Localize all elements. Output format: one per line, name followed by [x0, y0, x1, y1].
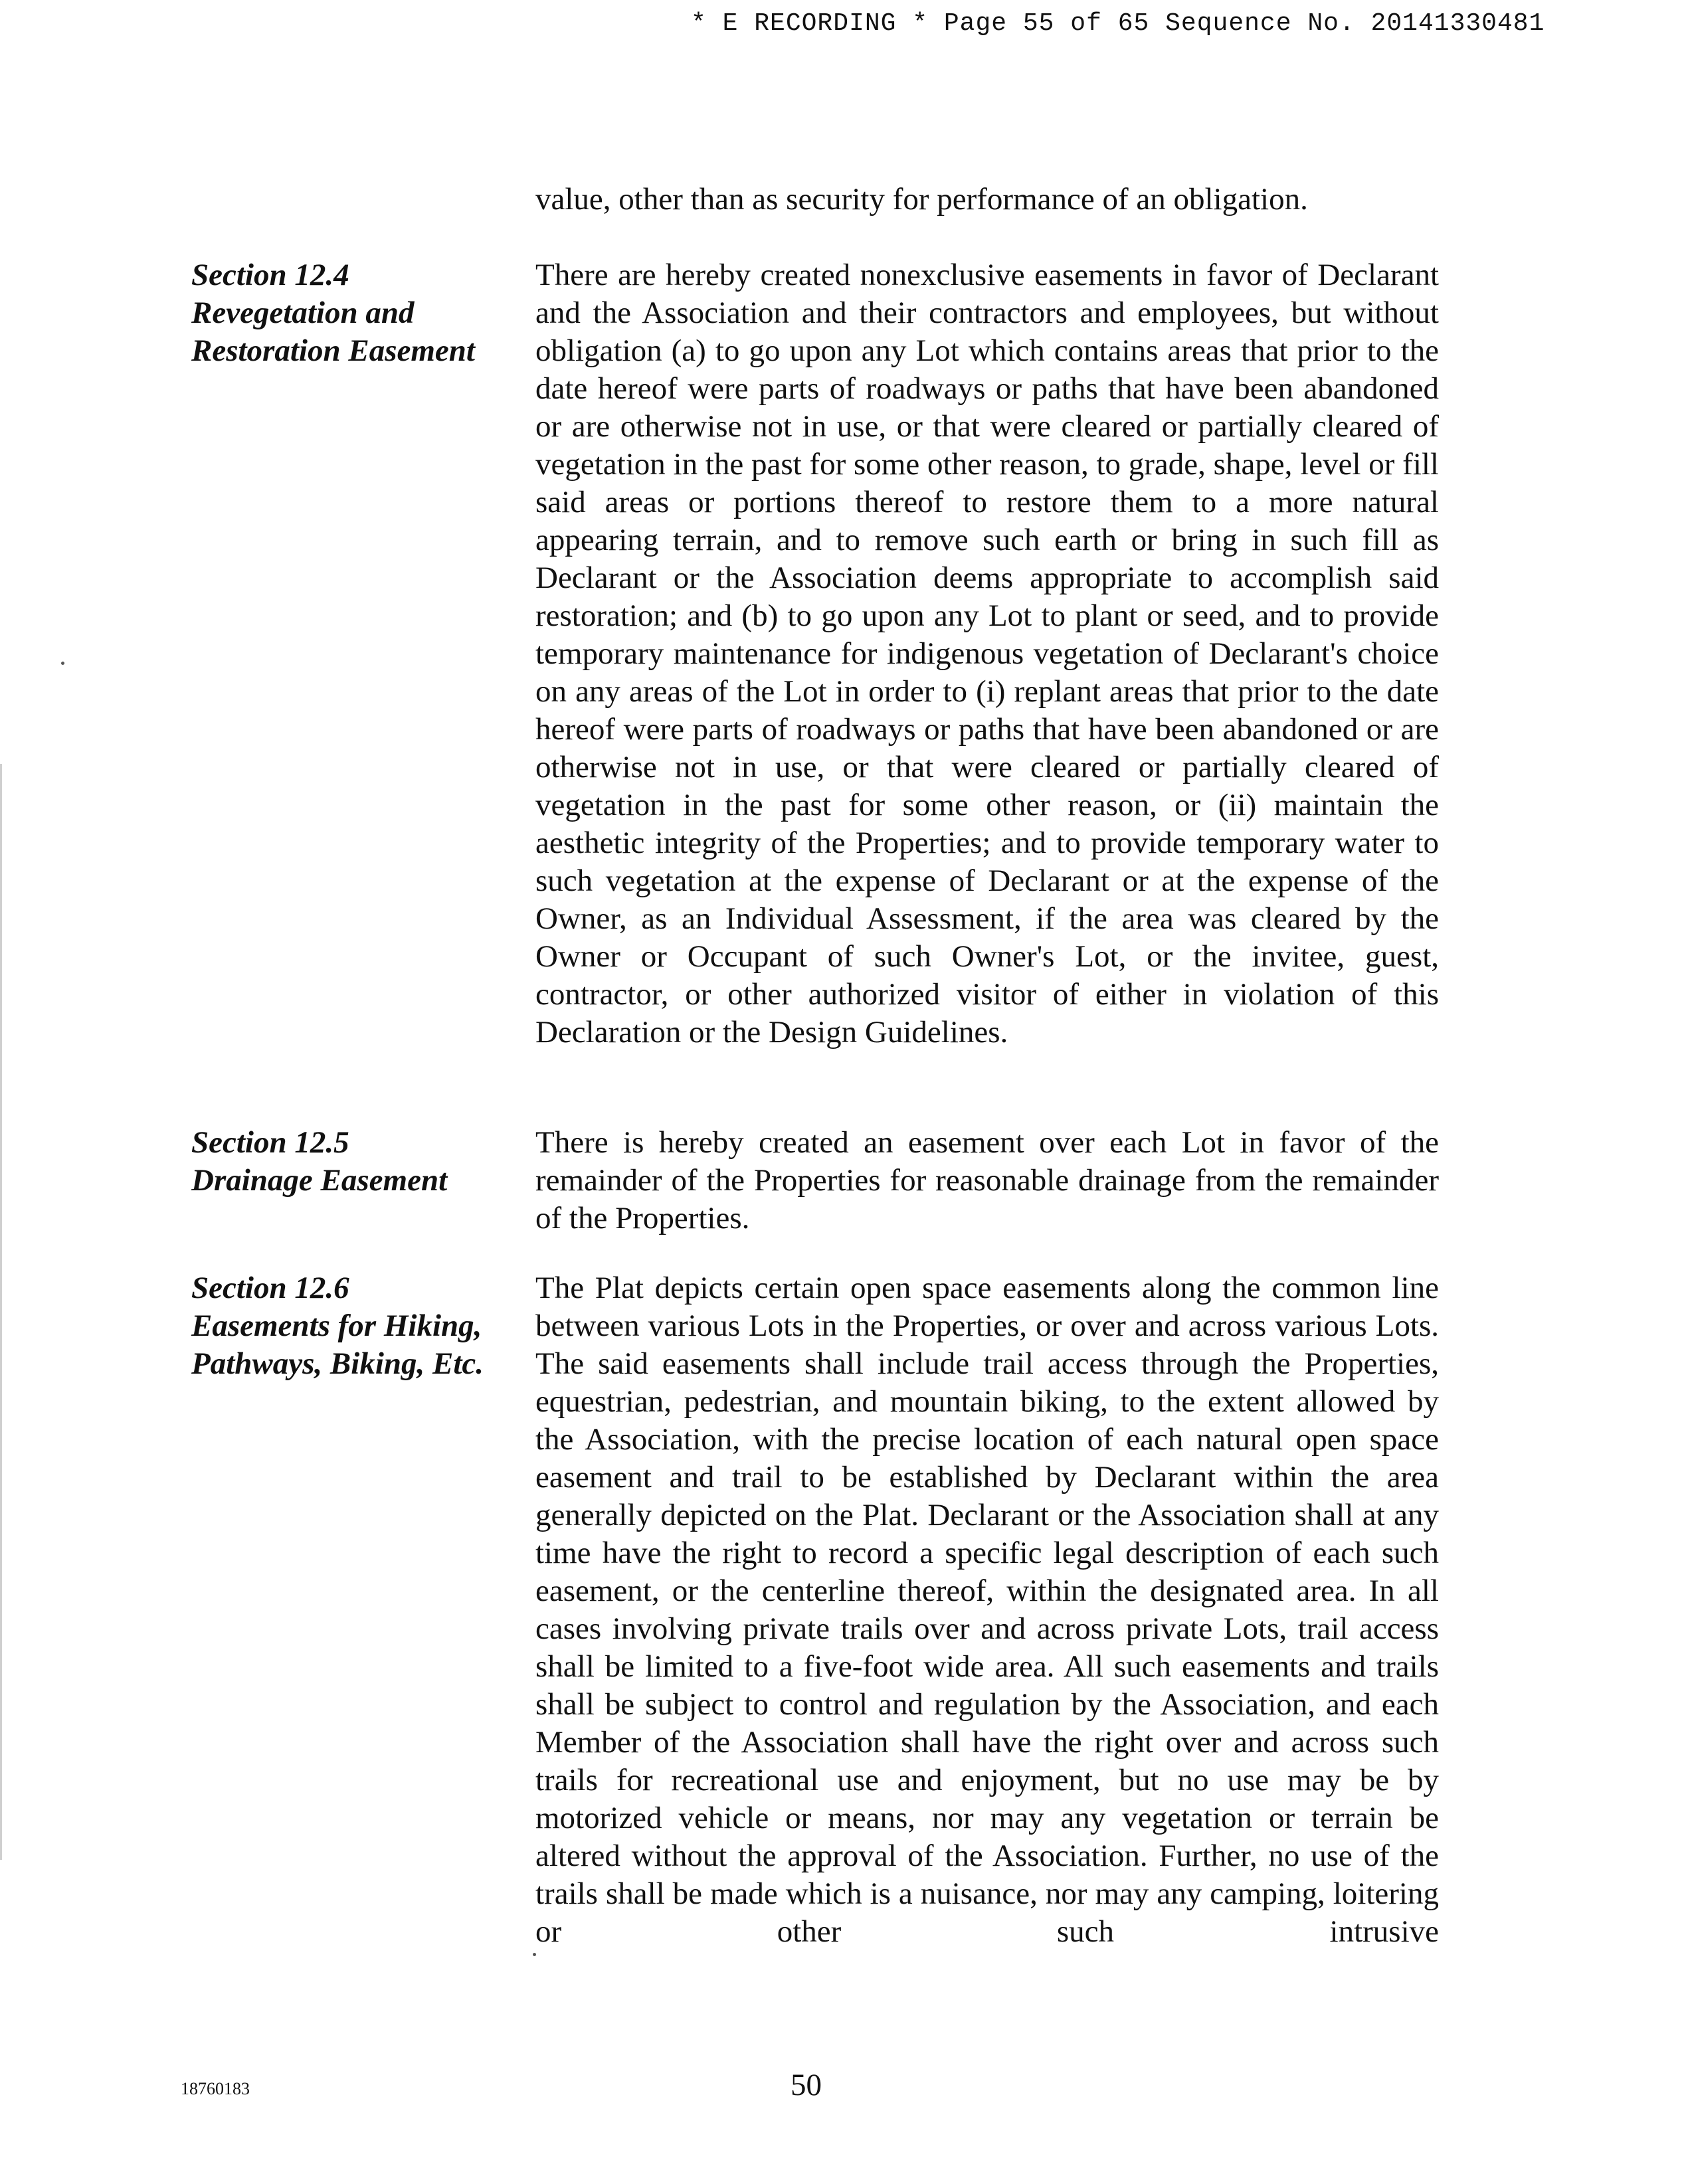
- section-number: Section 12.6: [191, 1271, 349, 1305]
- section-heading: [191, 256, 523, 370]
- section-title-line: Drainage Easement: [191, 1163, 448, 1198]
- section-title-line: Easements for Hiking,: [191, 1309, 482, 1343]
- carryover-paragraph: value, other than as security for performance of an obligation.: [535, 182, 1308, 217]
- scan-speck: [533, 1953, 536, 1956]
- section-heading: [191, 1124, 523, 1200]
- section-title-line: Revegetation and: [191, 296, 415, 330]
- section-body: [535, 1269, 1439, 1951]
- section-paragraph: There is hereby created an easement over each Lot in favor of the remainder of the Properties for reasonable drainage from the remainder of the Properties.: [535, 1125, 1439, 1235]
- section-title-line: Restoration Easement: [191, 333, 475, 368]
- scan-speck: [61, 662, 64, 665]
- section-paragraph: The Plat depicts certain open space easements along the common line between various Lots in the Properties, or over and across various Lots. The said easements shall include trail access through the Properties, equestrian, pedestrian, and mountain biking, to the extent allowed by the Association, with the precise location of each natural open space easement and trail to be established by Declarant within the area generally depicted on the Plat. Declarant or the Association shall at any time have the right to record a specific legal description of each such easement, or the centerline thereof, within the designated area. In all cases involving private trails over and across private Lots, trail access shall be limited to a five-foot wide area. All such easements and trails shall be subject to control and regulation by the Association, and each Member of the Association shall have the right over and across such trails for recreational use and enjoyment, but no use may be by motorized vehicle or means, nor may any vegetation or terrain be altered without the approval of the Association. Further, no use of the trails shall be made which is a nuisance, nor may any camping, loitering or other such intrusive: [535, 1271, 1439, 1949]
- section-title-line: Pathways, Biking, Etc.: [191, 1346, 484, 1381]
- section-number: Section 12.5: [191, 1125, 349, 1160]
- section-heading: [191, 1269, 523, 1383]
- scan-edge-shadow: [0, 764, 2, 1860]
- document-id: 18760183: [181, 2079, 250, 2098]
- section-body: [535, 1124, 1439, 1237]
- page-number: 50: [791, 2068, 822, 2102]
- section-body: [535, 256, 1439, 1051]
- section-number: Section 12.4: [191, 258, 349, 292]
- section-paragraph: There are hereby created nonexclusive easements in favor of Declarant and the Association and their contractors and employees, but without obligation (a) to go upon any Lot which contains areas that prior to the date hereof were parts of roadways or paths that have been abandoned or are otherwise not in use, or that were cleared or partially cleared of vegetation in the past for some other reason, to grade, shape, level or fill said areas or portions thereof to restore them to a more natural appearing terrain, and to remove such earth or bring in such fill as Declarant or the Association deems appropriate to accomplish said restoration; and (b) to go upon any Lot to plant or seed, and to provide temporary maintenance for indigenous vegetation of Declarant's choice on any areas of the Lot in order to (i) replant areas that prior to the date hereof were parts of roadways or paths that have been abandoned or are otherwise not in use, or that were cleared or partially cleared of vegetation in the past for some other reason, or (ii) maintain the aesthetic integrity of the Properties; and to provide temporary water to such vegetation at the expense of Declarant or at the expense of the Owner, as an Individual Assessment, if the area was cleared by the Owner or Occupant of such Owner's Lot, or the invitee, guest, contractor, or other authorized visitor of either in violation of this Declaration or the Design Guidelines.: [535, 258, 1439, 1049]
- recording-header: * E RECORDING * Page 55 of 65 Sequence No. 20141330481: [691, 9, 1545, 38]
